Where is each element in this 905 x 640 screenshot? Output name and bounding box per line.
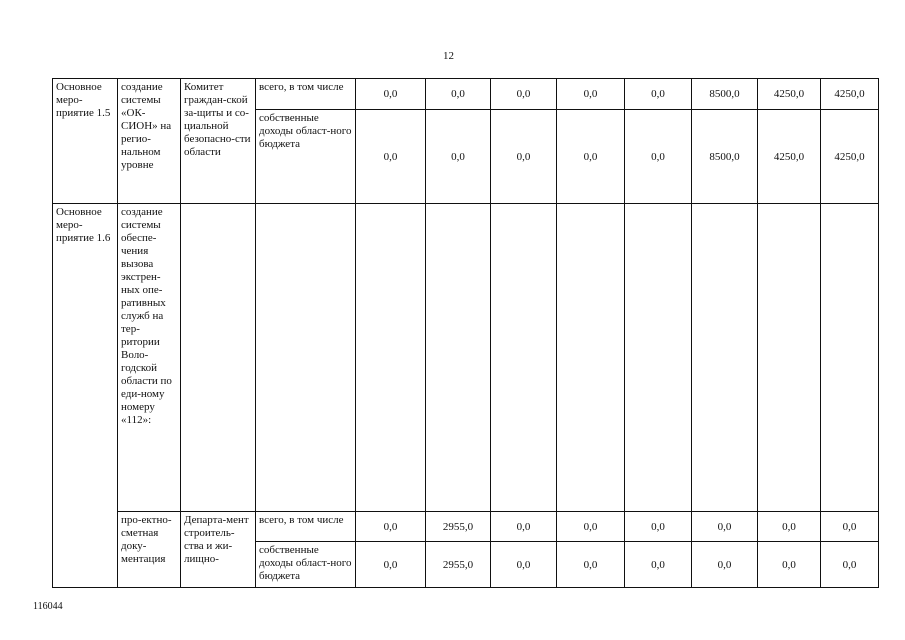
value-cell: 0,0 [491, 110, 557, 204]
value-cell: 8500,0 [692, 110, 758, 204]
empty-cell [426, 204, 491, 512]
value-cell: 0,0 [356, 542, 426, 588]
value-cell: 0,0 [625, 542, 692, 588]
empty-cell [356, 204, 426, 512]
source-label: всего, в том числе [256, 79, 356, 110]
value-cell: 0,0 [625, 79, 692, 110]
value-cell: 4250,0 [821, 110, 879, 204]
value-cell: 0,0 [557, 110, 625, 204]
value-cell: 0,0 [557, 79, 625, 110]
value-cell: 0,0 [426, 110, 491, 204]
value-cell: 0,0 [491, 542, 557, 588]
document-code: 116044 [33, 601, 63, 612]
value-cell: 2955,0 [426, 512, 491, 542]
table-row [53, 512, 879, 542]
empty-cell [692, 204, 758, 512]
value-cell: 0,0 [557, 512, 625, 542]
value-cell: 0,0 [692, 512, 758, 542]
activity-name: Основное меро-приятие 1.6 [53, 204, 118, 588]
empty-cell [557, 204, 625, 512]
activity-description: создание системы «ОК-СИОН» на регио-нальном уровне [118, 79, 181, 204]
value-cell: 0,0 [356, 79, 426, 110]
value-cell: 0,0 [426, 79, 491, 110]
empty-cell [821, 204, 879, 512]
value-cell: 0,0 [625, 512, 692, 542]
value-cell: 0,0 [491, 512, 557, 542]
empty-cell [758, 204, 821, 512]
value-cell: 0,0 [491, 79, 557, 110]
empty-cell [181, 204, 256, 512]
table-row [53, 79, 879, 110]
empty-cell [256, 204, 356, 512]
value-cell: 4250,0 [758, 79, 821, 110]
executor: Комитет граждан-ской за-щиты и со-циальной безопасно-сти области [181, 79, 256, 204]
activity-description: создание системы обеспе-чения вызова экстрен-ных опе-ративных служб на тер-ритории Воло-годской области по еди-ному номеру «112»: [118, 204, 181, 512]
source-label: собственные доходы област-ного бюджета [256, 110, 356, 204]
value-cell: 0,0 [356, 512, 426, 542]
empty-cell [491, 204, 557, 512]
source-label: собственные доходы област-ного бюджета [256, 542, 356, 588]
value-cell: 0,0 [758, 542, 821, 588]
table-row [53, 204, 879, 512]
value-cell: 0,0 [625, 110, 692, 204]
empty-cell [625, 204, 692, 512]
value-cell: 8500,0 [692, 79, 758, 110]
program-table [52, 78, 879, 588]
source-label: всего, в том числе [256, 512, 356, 542]
subitem-description: про-ектно-сметная доку-ментация [118, 512, 181, 588]
value-cell: 0,0 [821, 542, 879, 588]
value-cell: 0,0 [356, 110, 426, 204]
value-cell: 4250,0 [758, 110, 821, 204]
value-cell: 0,0 [557, 542, 625, 588]
value-cell: 2955,0 [426, 542, 491, 588]
page-number: 12 [443, 50, 454, 62]
value-cell: 0,0 [758, 512, 821, 542]
activity-name: Основное меро-приятие 1.5 [53, 79, 118, 204]
value-cell: 4250,0 [821, 79, 879, 110]
executor: Департа-мент строитель-ства и жи-лищно- [181, 512, 256, 588]
value-cell: 0,0 [821, 512, 879, 542]
value-cell: 0,0 [692, 542, 758, 588]
